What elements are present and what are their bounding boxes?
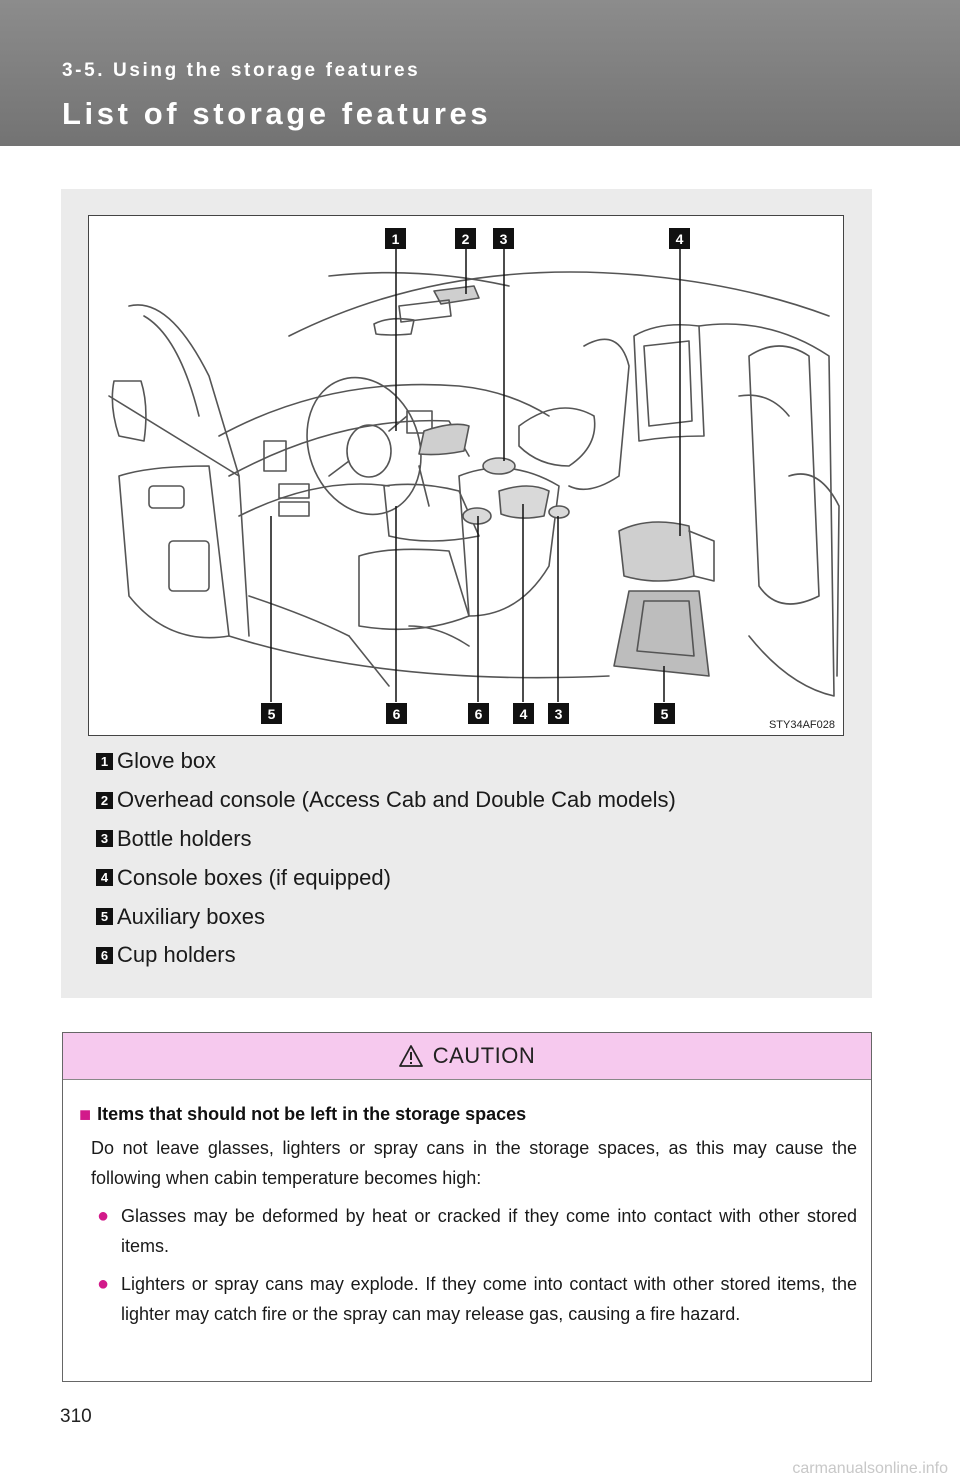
caution-heading-text: Items that should not be left in the storage spaces bbox=[97, 1104, 527, 1124]
interior-line-drawing bbox=[89, 216, 843, 735]
callout-1-top: 1 bbox=[385, 228, 406, 249]
legend-item bbox=[96, 858, 856, 897]
square-bullet-icon: ■ bbox=[79, 1103, 92, 1126]
legend-item bbox=[96, 781, 856, 820]
legend-number: 1 bbox=[96, 753, 113, 770]
caution-bullet-text: Lighters or spray cans may explode. If they come into contact with other stored items, the lighter may catch fire or the spray can may release gas, causing a fire hazard. bbox=[121, 1274, 857, 1324]
callout-6-bottom-b: 6 bbox=[468, 703, 489, 724]
circle-bullet-icon: ● bbox=[97, 1205, 110, 1227]
watermark: carmanualsonline.info bbox=[792, 1460, 948, 1477]
circle-bullet-icon: ● bbox=[97, 1273, 110, 1295]
legend-number: 4 bbox=[96, 869, 113, 886]
caution-bullet-item bbox=[97, 1201, 857, 1261]
legend-label: Bottle holders bbox=[117, 825, 252, 851]
page-number: 310 bbox=[60, 1406, 92, 1427]
legend-number: 6 bbox=[96, 947, 113, 964]
vehicle-interior-illustration bbox=[88, 215, 844, 736]
caution-heading bbox=[79, 1104, 857, 1125]
legend-item bbox=[96, 897, 856, 936]
legend-label: Cup holders bbox=[117, 942, 236, 968]
legend-number: 5 bbox=[96, 908, 113, 925]
caution-header bbox=[63, 1033, 871, 1080]
caution-body bbox=[63, 1080, 871, 1329]
caution-box bbox=[62, 1032, 872, 1382]
page-title: List of storage features bbox=[62, 96, 492, 131]
legend-item bbox=[96, 820, 856, 859]
callout-4-bottom: 4 bbox=[513, 703, 534, 724]
warning-triangle-icon bbox=[399, 1045, 423, 1067]
caution-bullet-text: Glasses may be deformed by heat or cracked if they come into contact with other stored items. bbox=[121, 1206, 857, 1256]
caution-bullet-item bbox=[97, 1269, 857, 1329]
legend-number: 2 bbox=[96, 792, 113, 809]
page-header bbox=[0, 0, 960, 146]
callout-5-bottom-right: 5 bbox=[654, 703, 675, 724]
legend-number: 3 bbox=[96, 830, 113, 847]
figure-legend bbox=[96, 742, 856, 975]
caution-title: CAUTION bbox=[432, 1043, 536, 1068]
callout-6-bottom-a: 6 bbox=[386, 703, 407, 724]
legend-item bbox=[96, 936, 856, 975]
figure-code: STY34AF028 bbox=[768, 719, 835, 731]
callout-4-top: 4 bbox=[669, 228, 690, 249]
callout-2-top: 2 bbox=[455, 228, 476, 249]
callout-5-bottom-left: 5 bbox=[261, 703, 282, 724]
legend-label: Glove box bbox=[117, 748, 217, 774]
caution-paragraph: Do not leave glasses, lighters or spray cans in the storage spaces, as this may cause the following when cabin temperature becomes high: bbox=[91, 1138, 857, 1188]
legend-label: Overhead console (Access Cab and Double Cab models) bbox=[117, 787, 676, 813]
legend-label: Console boxes (if equipped) bbox=[117, 864, 391, 890]
section-label: 3-5. Using the storage features bbox=[62, 60, 421, 81]
callout-3-top: 3 bbox=[493, 228, 514, 249]
legend-item bbox=[96, 742, 856, 781]
legend-label: Auxiliary boxes bbox=[117, 903, 265, 929]
callout-3-bottom: 3 bbox=[548, 703, 569, 724]
